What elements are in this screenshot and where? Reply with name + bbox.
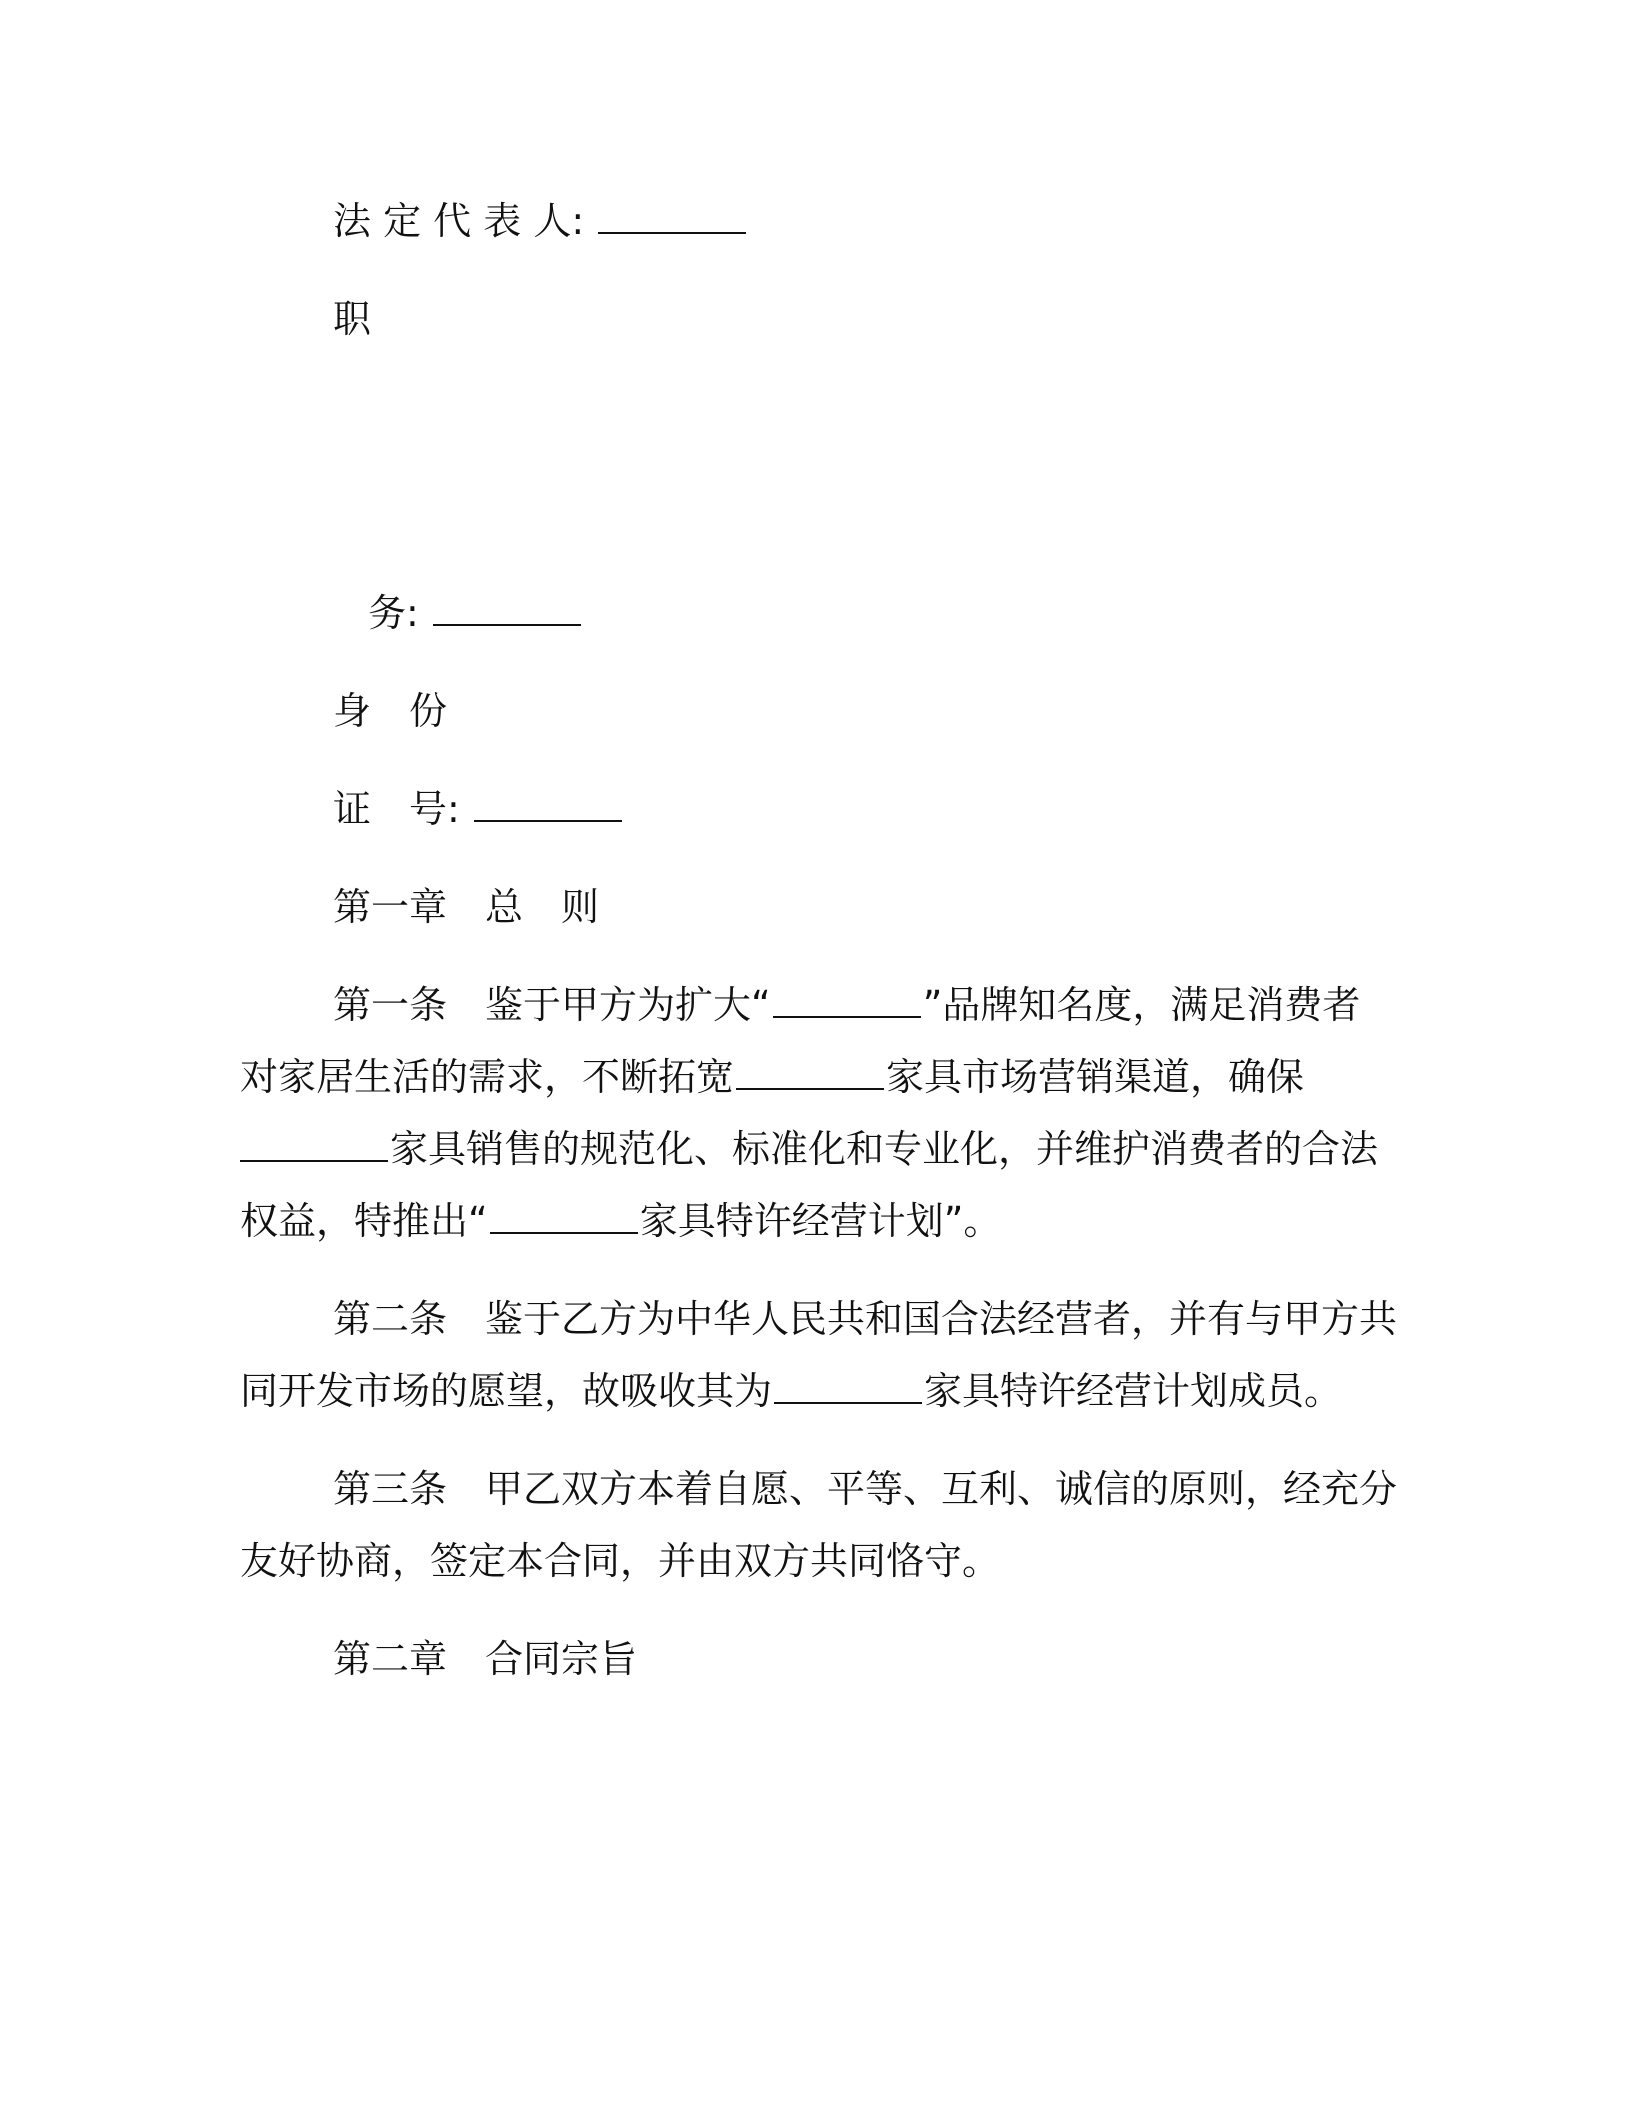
article1-text: 第一条 鉴于甲方为扩大“: [333, 983, 771, 1027]
id-label-top: [333, 688, 1632, 734]
article2-text: 家具特许经营计划成员。: [924, 1369, 1343, 1413]
id-label: 证 号:: [333, 787, 460, 831]
chapter2-title-text: 第二章 合同宗旨: [333, 1637, 638, 1681]
article1-text: 对家居生活的需求，不断拓宽: [240, 1055, 735, 1099]
id-number-line: [333, 786, 1632, 832]
article3-text: 第三条 甲乙双方本着自愿、平等、互利、诚信的原则，经充分: [333, 1467, 1398, 1511]
article1-line3: [240, 1126, 1632, 1172]
article2-line1: [333, 1296, 1632, 1342]
id-label-top-text: 身 份: [333, 689, 448, 733]
chapter1-title-text: 第一章 总 则: [333, 885, 600, 929]
article1-text: 家具市场营销渠道，确保: [886, 1055, 1305, 1099]
brand-blank[interactable]: [774, 1368, 922, 1404]
legal-rep-blank[interactable]: [598, 198, 746, 234]
legal-rep-label: 法 定 代 表 人:: [333, 199, 585, 243]
article2-text: 第二条 鉴于乙方为中华人民共和国合法经营者，并有与甲方共: [333, 1297, 1398, 1341]
chapter2-title: [333, 1636, 1632, 1682]
brand-blank[interactable]: [240, 1126, 388, 1162]
id-blank[interactable]: [474, 786, 622, 822]
article3-line1: [333, 1466, 1632, 1512]
article1-line2: [240, 1054, 1632, 1100]
article2-line2: [240, 1368, 1632, 1414]
brand-blank[interactable]: [773, 982, 921, 1018]
article3-line2: [240, 1538, 1632, 1584]
position-line: [368, 590, 1632, 636]
position-blank[interactable]: [433, 590, 581, 626]
article1-line4: [240, 1198, 1632, 1244]
article1-text: ”品牌知名度，满足消费者: [922, 983, 1361, 1027]
article1-line1: [333, 982, 1632, 1028]
article2-text: 同开发市场的愿望，故吸收其为: [240, 1369, 773, 1413]
position-label: 务:: [368, 591, 419, 635]
brand-blank[interactable]: [490, 1198, 638, 1234]
legal-representative-line: [333, 198, 1632, 244]
article1-text: 家具特许经营计划”。: [639, 1199, 1002, 1243]
article3-text: 友好协商，签定本合同，并由双方共同恪守。: [240, 1539, 1001, 1583]
article1-text: 权益，特推出“: [240, 1199, 488, 1243]
chapter1-title: [333, 884, 1632, 930]
brand-blank[interactable]: [736, 1054, 884, 1090]
position-char: 职: [333, 297, 372, 341]
article1-text: 家具销售的规范化、标准化和专业化，并维护消费者的合法: [390, 1127, 1379, 1171]
position-label-top: [333, 296, 1632, 342]
